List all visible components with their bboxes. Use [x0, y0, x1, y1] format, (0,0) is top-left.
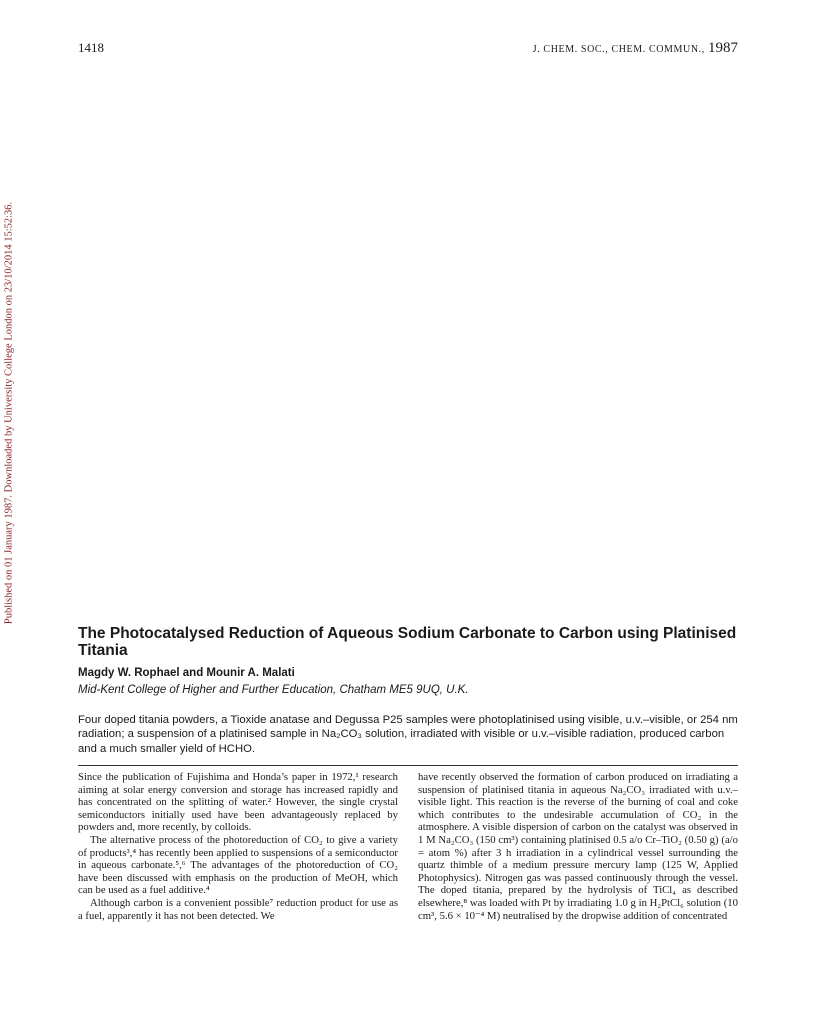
page-number: 1418	[78, 40, 104, 55]
journal-year: 1987	[708, 40, 738, 56]
body-column-right	[418, 771, 738, 922]
authors: Magdy W. Rophael and Mounir A. Malati	[78, 667, 295, 679]
download-watermark	[3, 188, 15, 638]
paragraph: Since the publication of Fujishima and Honda’s paper in 1972,¹ research aiming at solar energy conversion and storage has increased rapidly and has concentrated on the splitting of water.² However, the single crystal semiconductors initially used have been advantageously replaced by powders and, more recently, by colloids.	[78, 771, 398, 834]
body-column-left	[78, 771, 398, 922]
running-head	[533, 40, 738, 57]
paragraph: The alternative process of the photoreduction of CO₂ to give a variety of products³,⁴ has recently been applied to suspensions of a semiconductor in aqueous carbonate.⁵,⁶ The advantages of the photoreduction of CO₂ have been discussed with emphasis on the production of MeOH, which can be used as a fuel additive.⁴	[78, 833, 398, 897]
affiliation: Mid-Kent College of Higher and Further Education, Chatham ME5 9UQ, U.K.	[78, 684, 469, 696]
article-title: The Photocatalysed Reduction of Aqueous Sodium Carbonate to Carbon using Platinised Titania	[78, 625, 737, 659]
journal-name: J. CHEM. SOC., CHEM. COMMUN.,	[532, 44, 705, 55]
section-divider	[78, 765, 738, 766]
paragraph: have recently observed the formation of carbon produced on irradiating a suspension of platinised titania in aqueous Na₂CO₃ irradiated with u.v.–visible light. This reaction is the reverse of the burning of coal and coke which contributes to the undesirable accumulation of CO₂ in the atmosphere. A visible dispersion of carbon on the catalyst was observed in 1 M Na₂CO₃ (150 cm³) containing platinised 0.5 a/o Cr–TiO₂ (0.50 g) (a/o = atom %) after 3 h irradiation in a cylindrical vessel surrounding the quartz thimble of a medium pressure mercury lamp (125 W, Applied Photophysics). Nitrogen gas was passed continuously through the vessel. The doped titania, prepared by the hydrolysis of TiCl₄ as described elsewhere,⁸ was loaded with Pt by irradiating 1.0 g in H₂PtCl₆ solution (10 cm³, 5.6 × 10⁻⁴ M) neutralised by the dropwise addition of concentrated	[418, 771, 738, 922]
paragraph: Although carbon is a convenient possible⁷ reduction product for use as a fuel, apparently it has not been detected. We	[78, 896, 398, 922]
download-watermark-text: Published on 01 January 1987. Downloaded by University College London on 23/10/2014 15:52:36.	[3, 201, 15, 625]
abstract: Four doped titania powders, a Tioxide anatase and Degussa P25 samples were photoplatinised using visible, u.v.–visible, or 254 nm radiation; a suspension of a platinised sample in Na₂CO₃ solution, irradiated with visible or u.v.–visible radiation, produced carbon and a much smaller yield of HCHO.	[78, 714, 738, 755]
